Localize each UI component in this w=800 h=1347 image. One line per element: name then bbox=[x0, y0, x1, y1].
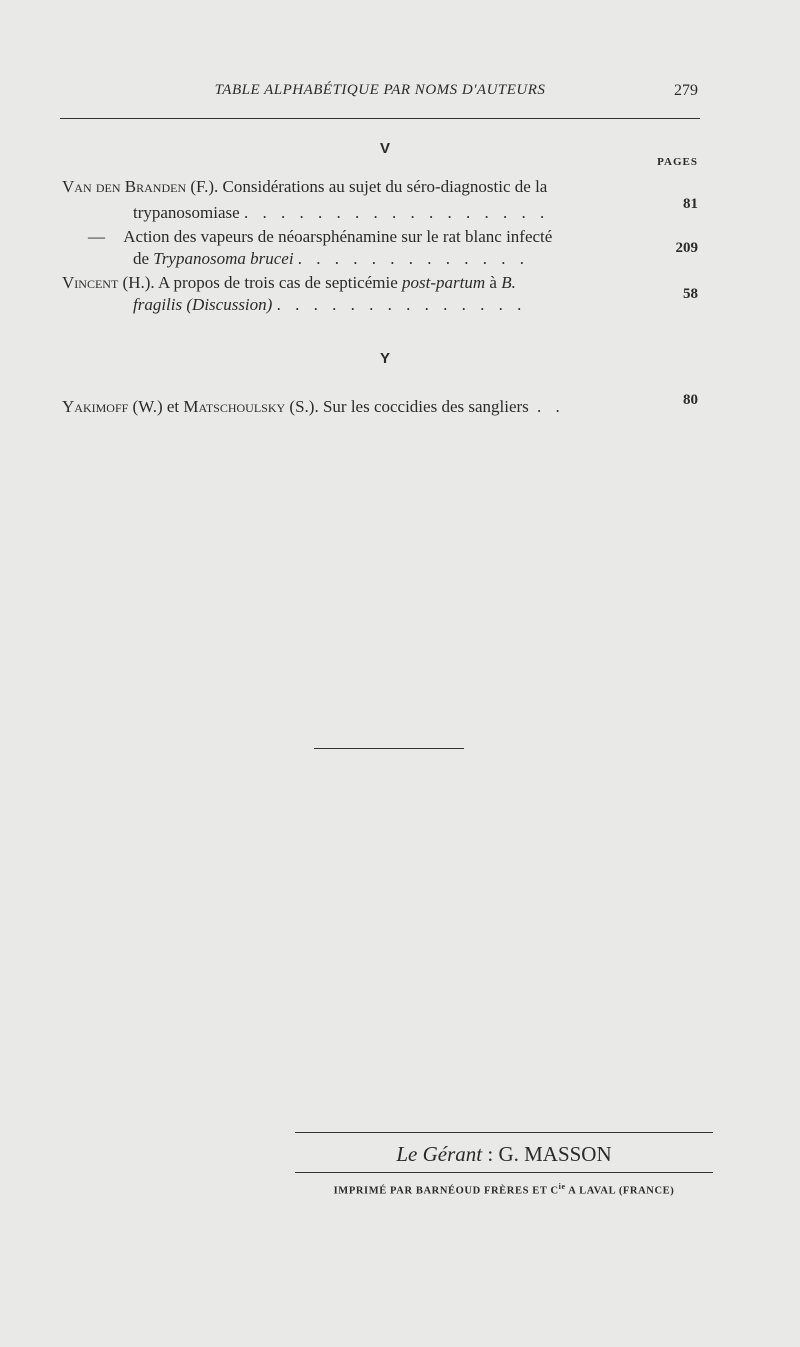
entry-van-den-branden-line2 bbox=[133, 202, 549, 224]
entry-text: (W.) et bbox=[128, 397, 184, 416]
entry-text: de bbox=[133, 249, 154, 268]
entry-italic: (Discussion) bbox=[186, 295, 273, 314]
page-ref: 58 bbox=[683, 286, 698, 302]
entry-text: à bbox=[485, 273, 502, 292]
author-name: Vincent bbox=[62, 273, 119, 292]
leader-dots: . . . . . . . . . . . . . bbox=[297, 249, 530, 268]
footer-rule-bottom bbox=[295, 1172, 713, 1173]
entry-text: trypanosomiase bbox=[133, 203, 240, 222]
footer-rule-top bbox=[295, 1132, 713, 1133]
entry-text: (H.). A propos de trois cas de septicémie bbox=[118, 273, 403, 292]
section-letter-y: Y bbox=[379, 350, 390, 367]
entry-van-den-branden-line1 bbox=[62, 176, 547, 198]
gerant-line bbox=[295, 1142, 713, 1167]
end-rule bbox=[314, 748, 464, 749]
printer-sup: ie bbox=[558, 1182, 566, 1191]
gerant-label: Le Gérant bbox=[396, 1142, 483, 1166]
leader-dots: . . bbox=[537, 397, 565, 416]
entry-continuation-line2 bbox=[133, 248, 529, 270]
page-ref: 80 bbox=[683, 392, 698, 408]
page-ref: 209 bbox=[675, 240, 698, 256]
gerant-name: G. MASSON bbox=[498, 1142, 612, 1166]
repeat-dash: — bbox=[88, 227, 105, 246]
author-name: Yakimoff bbox=[62, 397, 129, 416]
printer-text: IMPRIMÉ PAR BARNÉOUD FRÈRES ET C bbox=[333, 1185, 559, 1197]
printer-text: A LAVAL (FRANCE) bbox=[565, 1185, 675, 1197]
printer-imprint bbox=[295, 1182, 713, 1197]
leader-dots: . . . . . . . . . . . . . . bbox=[276, 295, 527, 314]
pages-column-label: PAGES bbox=[657, 156, 698, 168]
entry-text: (S.). Sur les coccidies des sangliers bbox=[285, 397, 529, 416]
species-name: Trypanosoma brucei bbox=[153, 249, 294, 268]
entry-text: Action des vapeurs de néoarsphénamine sur le rat blanc infecté bbox=[123, 227, 553, 246]
entry-italic: fragilis bbox=[133, 295, 183, 314]
leader-dots: . . . . . . . . . . . . . . . . . bbox=[243, 203, 550, 222]
entry-vincent-line2 bbox=[133, 294, 526, 316]
section-letter-v: V bbox=[379, 140, 390, 157]
running-header bbox=[60, 78, 700, 119]
page-number: 279 bbox=[674, 82, 698, 99]
entry-yakimoff bbox=[62, 396, 565, 418]
entry-text: (F.). Considérations au sujet du séro-diagnostic de la bbox=[186, 177, 548, 196]
gerant-separator: : bbox=[482, 1142, 499, 1166]
entry-italic: post-partum bbox=[402, 273, 486, 292]
page-ref: 81 bbox=[683, 196, 698, 212]
entry-italic: B. bbox=[501, 273, 516, 292]
entry-continuation-line1 bbox=[88, 226, 552, 248]
author-name: Matschoulsky bbox=[183, 397, 286, 416]
author-name: Van den Branden bbox=[62, 177, 187, 196]
entry-vincent-line1 bbox=[62, 272, 516, 294]
header-title: TABLE ALPHABÉTIQUE PAR NOMS D'AUTEURS bbox=[214, 82, 546, 98]
